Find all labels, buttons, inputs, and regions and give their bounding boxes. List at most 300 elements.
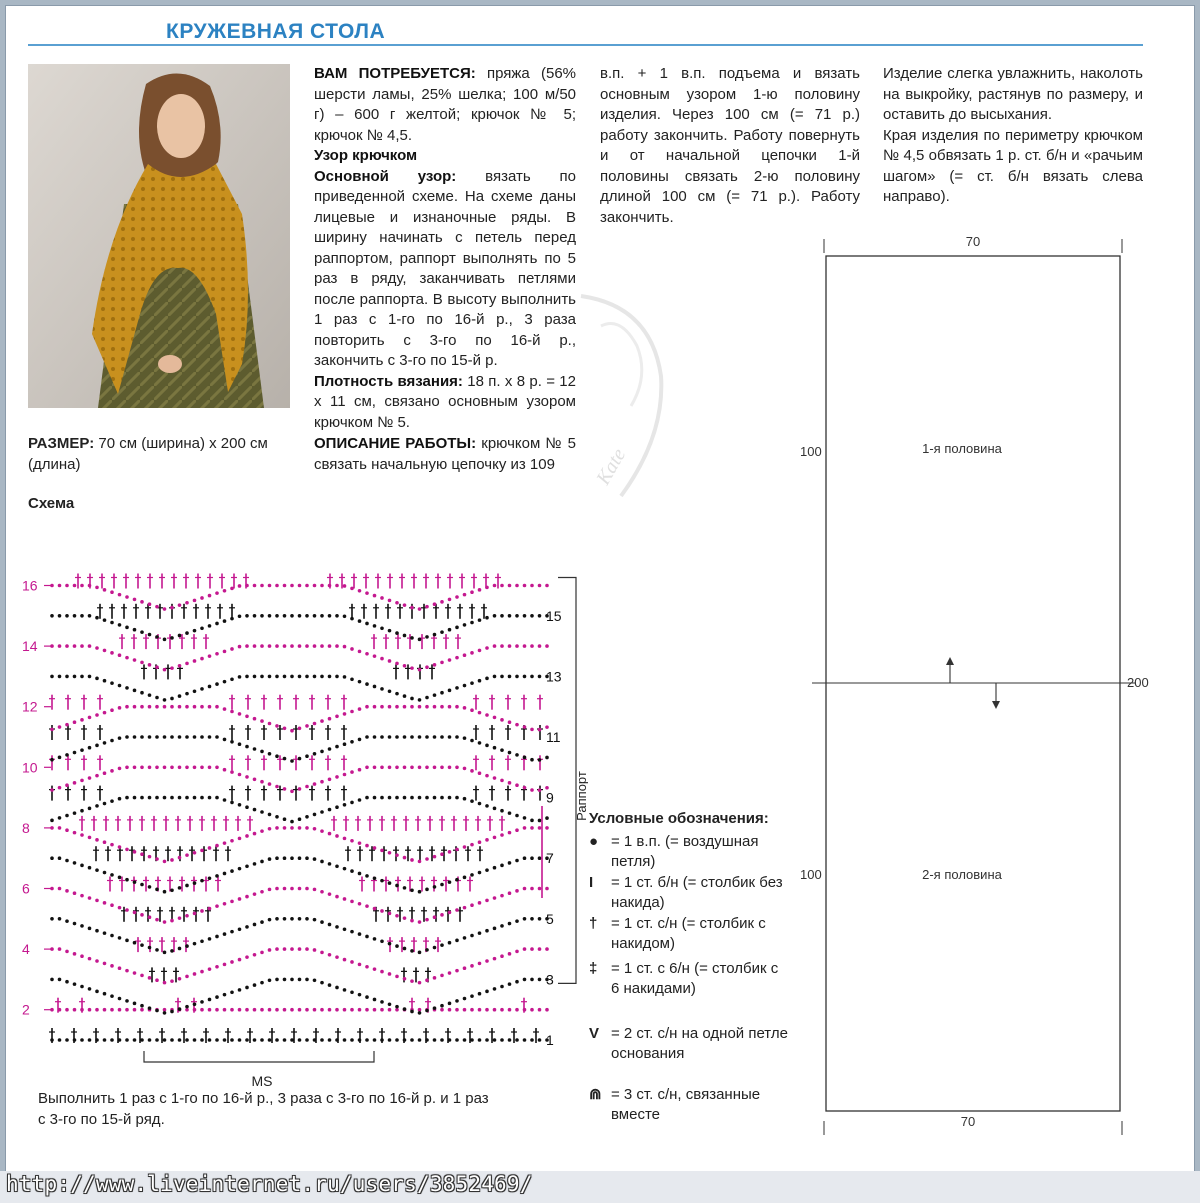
chain-stitch [395,735,399,739]
chain-stitch [395,975,399,979]
chart-row [49,786,549,824]
chain-stitch [58,675,62,679]
description-start [314,434,576,475]
chain-stitch [485,1038,489,1042]
chain-stitch [178,705,182,709]
chain-stitch [388,942,392,946]
chain-stitch [245,775,249,779]
chain-stitch [425,766,429,770]
chain-stitch [440,766,444,770]
chain-stitch [275,785,279,789]
chain-stitch [328,778,332,782]
chain-stitch [148,915,152,919]
source-url[interactable]: http://www.liveinternet.ru/users/3852469/ [6,1172,533,1196]
chain-stitch [268,644,272,648]
chain-stitch [65,889,69,893]
chain-stitch [223,738,227,742]
chain-stitch [290,675,294,679]
chain-stitch [290,887,294,891]
chart-row [50,816,549,863]
chain-stitch [170,697,174,701]
chain-stitch [485,1008,489,1012]
chain-stitch [238,927,242,931]
chain-stitch [223,798,227,802]
chain-stitch [133,850,137,854]
chain-stitch [448,705,452,709]
chain-stitch [508,861,512,865]
chain-stitch [545,584,549,588]
chain-stitch [388,629,392,633]
chain-stitch [395,662,399,666]
chain-stitch [260,981,264,985]
chain-stitch [238,742,242,746]
chain-stitch [178,735,182,739]
chain-stitch [290,614,294,618]
chain-stitch [343,584,347,588]
chain-stitch [515,783,519,787]
chain-stitch [283,817,287,821]
chain-stitch [545,947,549,951]
chain-stitch [163,766,167,770]
chain-stitch [523,644,527,648]
chain-stitch [523,917,527,921]
materials-label: ВАМ ПОТРЕБУЕТСЯ: [314,65,476,82]
chain-stitch [470,964,474,968]
chain-stitch [185,884,189,888]
chain-stitch [358,738,362,742]
chain-stitch [298,1038,302,1042]
chain-stitch [380,596,384,600]
chain-stitch [125,686,129,690]
chain-stitch [350,990,354,994]
chain-stitch [268,857,272,861]
size-text: 70 см (ширина) х 200 см (длина) [28,435,268,473]
chain-stitch [163,1008,167,1012]
chain-stitch [440,852,444,856]
chain-stitch [403,947,407,951]
chain-stitch [260,644,264,648]
lower-half-label: 2-я половина [922,867,1002,882]
chain-stitch [433,855,437,859]
chain-stitch [313,978,317,982]
chain-stitch [88,716,92,720]
chart-row [49,695,549,733]
chain-stitch [110,873,114,877]
chain-stitch [410,1038,414,1042]
chain-stitch [125,766,129,770]
chain-stitch [238,712,242,716]
chain-stitch [140,1004,144,1008]
chain-stitch [283,826,287,830]
chain-stitch [245,955,249,959]
chain-stitch [155,1009,159,1013]
chain-stitch [275,826,279,830]
row-number-left: 4 [22,941,30,958]
chain-stitch [305,675,309,679]
chain-stitch [88,675,92,679]
chain-stitch [133,941,137,945]
chain-stitch [470,994,474,998]
chain-stitch [388,1008,392,1012]
chain-stitch [133,689,137,693]
chain-stitch [110,964,114,968]
chain-stitch [545,816,549,820]
chain-stitch [485,677,489,681]
size-schematic-svg [776,229,1176,1139]
chain-stitch [328,808,332,812]
chain-stitch [95,899,99,903]
chain-stitch [358,932,362,936]
chain-stitch [80,779,84,783]
chain-stitch [515,753,519,757]
chain-stitch [283,675,287,679]
chain-stitch [238,645,242,649]
chart-row [50,967,549,1014]
chain-stitch [238,958,242,962]
chain-stitch [343,614,347,618]
chart-row [50,574,549,611]
chain-stitch [178,796,182,800]
chain-stitch [215,622,219,626]
chain-stitch [88,896,92,900]
chain-stitch [170,919,174,923]
chain-stitch [373,846,377,850]
chain-stitch [268,614,272,618]
model-photo [28,64,290,408]
chain-stitch [103,802,107,806]
chain-stitch [365,591,369,595]
chain-stitch [223,768,227,772]
chain-stitch [118,966,122,970]
chain-stitch [193,796,197,800]
chain-stitch [403,694,407,698]
chain-stitch [463,845,467,849]
chain-stitch [470,934,474,938]
chain-stitch [530,675,534,679]
chain-stitch [500,779,504,783]
chain-stitch [493,927,497,931]
chain-stitch [313,857,317,861]
chain-stitch [523,978,527,982]
cluster-icon: ⋒ [589,1085,602,1103]
chain-stitch [80,614,84,618]
chain-stitch [508,982,512,986]
chain-stitch [515,644,519,648]
chain-stitch [65,1008,69,1012]
chain-stitch [170,949,174,953]
chain-stitch [305,826,309,830]
chain-stitch [403,735,407,739]
chain-stitch [298,675,302,679]
chain-stitch [50,856,54,860]
chain-stitch [395,1005,399,1009]
chain-stitch [380,939,384,943]
chain-stitch [365,682,369,686]
chain-stitch [208,735,212,739]
chain-stitch [118,736,122,740]
chain-stitch [275,675,279,679]
chain-stitch [440,1008,444,1012]
chain-stitch [253,953,257,957]
chain-stitch [365,1038,369,1042]
chain-stitch [410,705,414,709]
watermark-text: Kate [592,444,631,489]
chain-stitch [50,917,54,921]
chain-stitch [178,1007,182,1011]
chain-stitch [448,658,452,662]
chain-stitch [155,918,159,922]
chain-stitch [88,927,92,931]
chain-stitch [343,988,347,992]
chain-stitch [238,1038,242,1042]
chain-stitch [530,758,534,762]
chain-stitch [313,827,317,831]
size-block [28,434,298,475]
chain-stitch [343,867,347,871]
chain-stitch [268,888,272,892]
chain-stitch [358,589,362,593]
chain-stitch [268,1008,272,1012]
row-number-left: 10 [22,759,38,776]
chain-stitch [200,879,204,883]
chain-stitch [418,920,422,924]
chain-stitch [50,614,54,618]
chain-stitch [268,978,272,982]
chain-stitch [148,693,152,697]
chain-stitch [140,600,144,604]
chain-stitch [253,862,257,866]
chain-stitch [418,698,422,702]
chain-stitch [215,682,219,686]
chain-stitch [373,998,377,1002]
chain-stitch [245,805,249,809]
chain-stitch [358,993,362,997]
chain-stitch [118,876,122,880]
chain-stitch [200,596,204,600]
chain-stitch [185,796,189,800]
chain-stitch [380,796,384,800]
chain-stitch [388,851,392,855]
chain-stitch [238,867,242,871]
chain-stitch [95,1008,99,1012]
chain-stitch [515,723,519,727]
chain-stitch [305,584,309,588]
chain-stitch [335,955,339,959]
chain-stitch [275,887,279,891]
chain-stitch [133,971,137,975]
chain-stitch [230,930,234,934]
chain-stitch [65,814,69,818]
chain-stitch [305,856,309,860]
chain-stitch [110,994,114,998]
chain-stitch [493,584,497,588]
chain-stitch [80,644,84,648]
chain-stitch [170,796,174,800]
chain-stitch [208,685,212,689]
chain-stitch [50,819,54,823]
chain-stitch [493,746,497,750]
chain-stitch [365,844,369,848]
chain-stitch [110,739,114,743]
chain-stitch [253,584,257,588]
chain-stitch [388,912,392,916]
chain-stitch [88,807,92,811]
chart-row [50,998,549,1013]
chain-stitch [470,799,474,803]
chain-stitch [118,767,122,771]
chain-stitch [320,750,324,754]
chain-stitch [320,829,324,833]
chain-stitch [440,691,444,695]
chain-stitch [80,894,84,898]
chain-stitch [440,1038,444,1042]
row-number-right: 9 [546,789,554,806]
chain-stitch [478,1008,482,1012]
chain-stitch [493,957,497,961]
chain-stitch [538,614,542,618]
chain-stitch [140,852,144,856]
chain-stitch [493,776,497,780]
chain-stitch [350,930,354,934]
chain-stitch [365,622,369,626]
chain-stitch [88,776,92,780]
chain-stitch [545,1008,549,1012]
chain-stitch [275,947,279,951]
chain-stitch [140,943,144,947]
chain-stitch [275,856,279,860]
chain-stitch [538,1038,542,1042]
chain-stitch [103,649,107,653]
model-photo-image [28,64,290,408]
chain-stitch [148,705,152,709]
chain-stitch [88,644,92,648]
chain-stitch [125,969,129,973]
chain-stitch [523,826,527,830]
chain-stitch [470,903,474,907]
chain-stitch [148,766,152,770]
legend-item-text: = 1 ст. с 6/н (= столбик с 6 накидами) [611,959,779,997]
chain-stitch [358,619,362,623]
chain-stitch [290,978,294,982]
chain-stitch [223,963,227,967]
chain-stitch [163,890,167,894]
chain-stitch [155,635,159,639]
chain-stitch [223,1008,227,1012]
chain-stitch [125,1008,129,1012]
chain-stitch [530,826,534,830]
chain-stitch [523,1038,527,1042]
chain-stitch [163,860,167,864]
chain-stitch [118,906,122,910]
chain-stitch [380,687,384,691]
chain-stitch [245,834,249,838]
chain-stitch [163,668,167,672]
chain-stitch [305,978,309,982]
chain-stitch [298,757,302,761]
chain-stitch [200,849,204,853]
chain-stitch [328,644,332,648]
chain-stitch [350,740,354,744]
chain-stitch [313,813,317,817]
chain-stitch [193,629,197,633]
chain-stitch [275,724,279,728]
chain-stitch [298,817,302,821]
chain-stitch [463,1008,467,1012]
chain-stitch [485,774,489,778]
chain-stitch [253,644,257,648]
chain-stitch [80,675,84,679]
chart-row [50,907,549,954]
chain-stitch [515,1038,519,1042]
chain-stitch [403,796,407,800]
chain-stitch [373,735,377,739]
legend-item [589,1024,789,1065]
chain-stitch [103,588,107,592]
chain-stitch [260,780,264,784]
chain-stitch [530,856,534,860]
chain-stitch [223,932,227,936]
chart-row [49,755,549,793]
chain-stitch [193,599,197,603]
chain-stitch [133,628,137,632]
chain-stitch [148,946,152,950]
chain-stitch [455,766,459,770]
chain-stitch [343,837,347,841]
chain-stitch [343,1038,347,1042]
chain-stitch [170,666,174,670]
chain-stitch [73,831,77,835]
chain-stitch [80,584,84,588]
chain-stitch [373,907,377,911]
chain-stitch [118,845,122,849]
chain-stitch [478,771,482,775]
chain-stitch [155,735,159,739]
chain-stitch [455,999,459,1003]
chain-stitch [260,675,264,679]
upper-height-label: 100 [800,444,822,459]
chain-stitch [200,1008,204,1012]
chain-stitch [470,769,474,773]
chain-stitch [433,663,437,667]
chain-stitch [58,978,62,982]
chain-stitch [328,614,332,618]
chain-stitch [478,962,482,966]
chain-stitch [440,974,444,978]
chain-stitch [110,843,114,847]
column-materials [314,64,576,433]
legend-item [589,1085,789,1126]
row-number-left: 6 [22,880,30,897]
chain-stitch [163,920,167,924]
chain-stitch [80,924,84,928]
chain-stitch [103,771,107,775]
chain-stitch [170,888,174,892]
chain-stitch [358,902,362,906]
chain-stitch [508,781,512,785]
chain-stitch [103,679,107,683]
chain-stitch [500,644,504,648]
chain-stitch [170,636,174,640]
chain-stitch [515,814,519,818]
chain-stitch [230,839,234,843]
chain-stitch [253,808,257,812]
chain-stitch [478,1038,482,1042]
chain-stitch [470,739,474,743]
chain-stitch [208,937,212,941]
chain-stitch [440,661,444,665]
chain-stitch [343,1008,347,1012]
chain-stitch [343,927,347,931]
